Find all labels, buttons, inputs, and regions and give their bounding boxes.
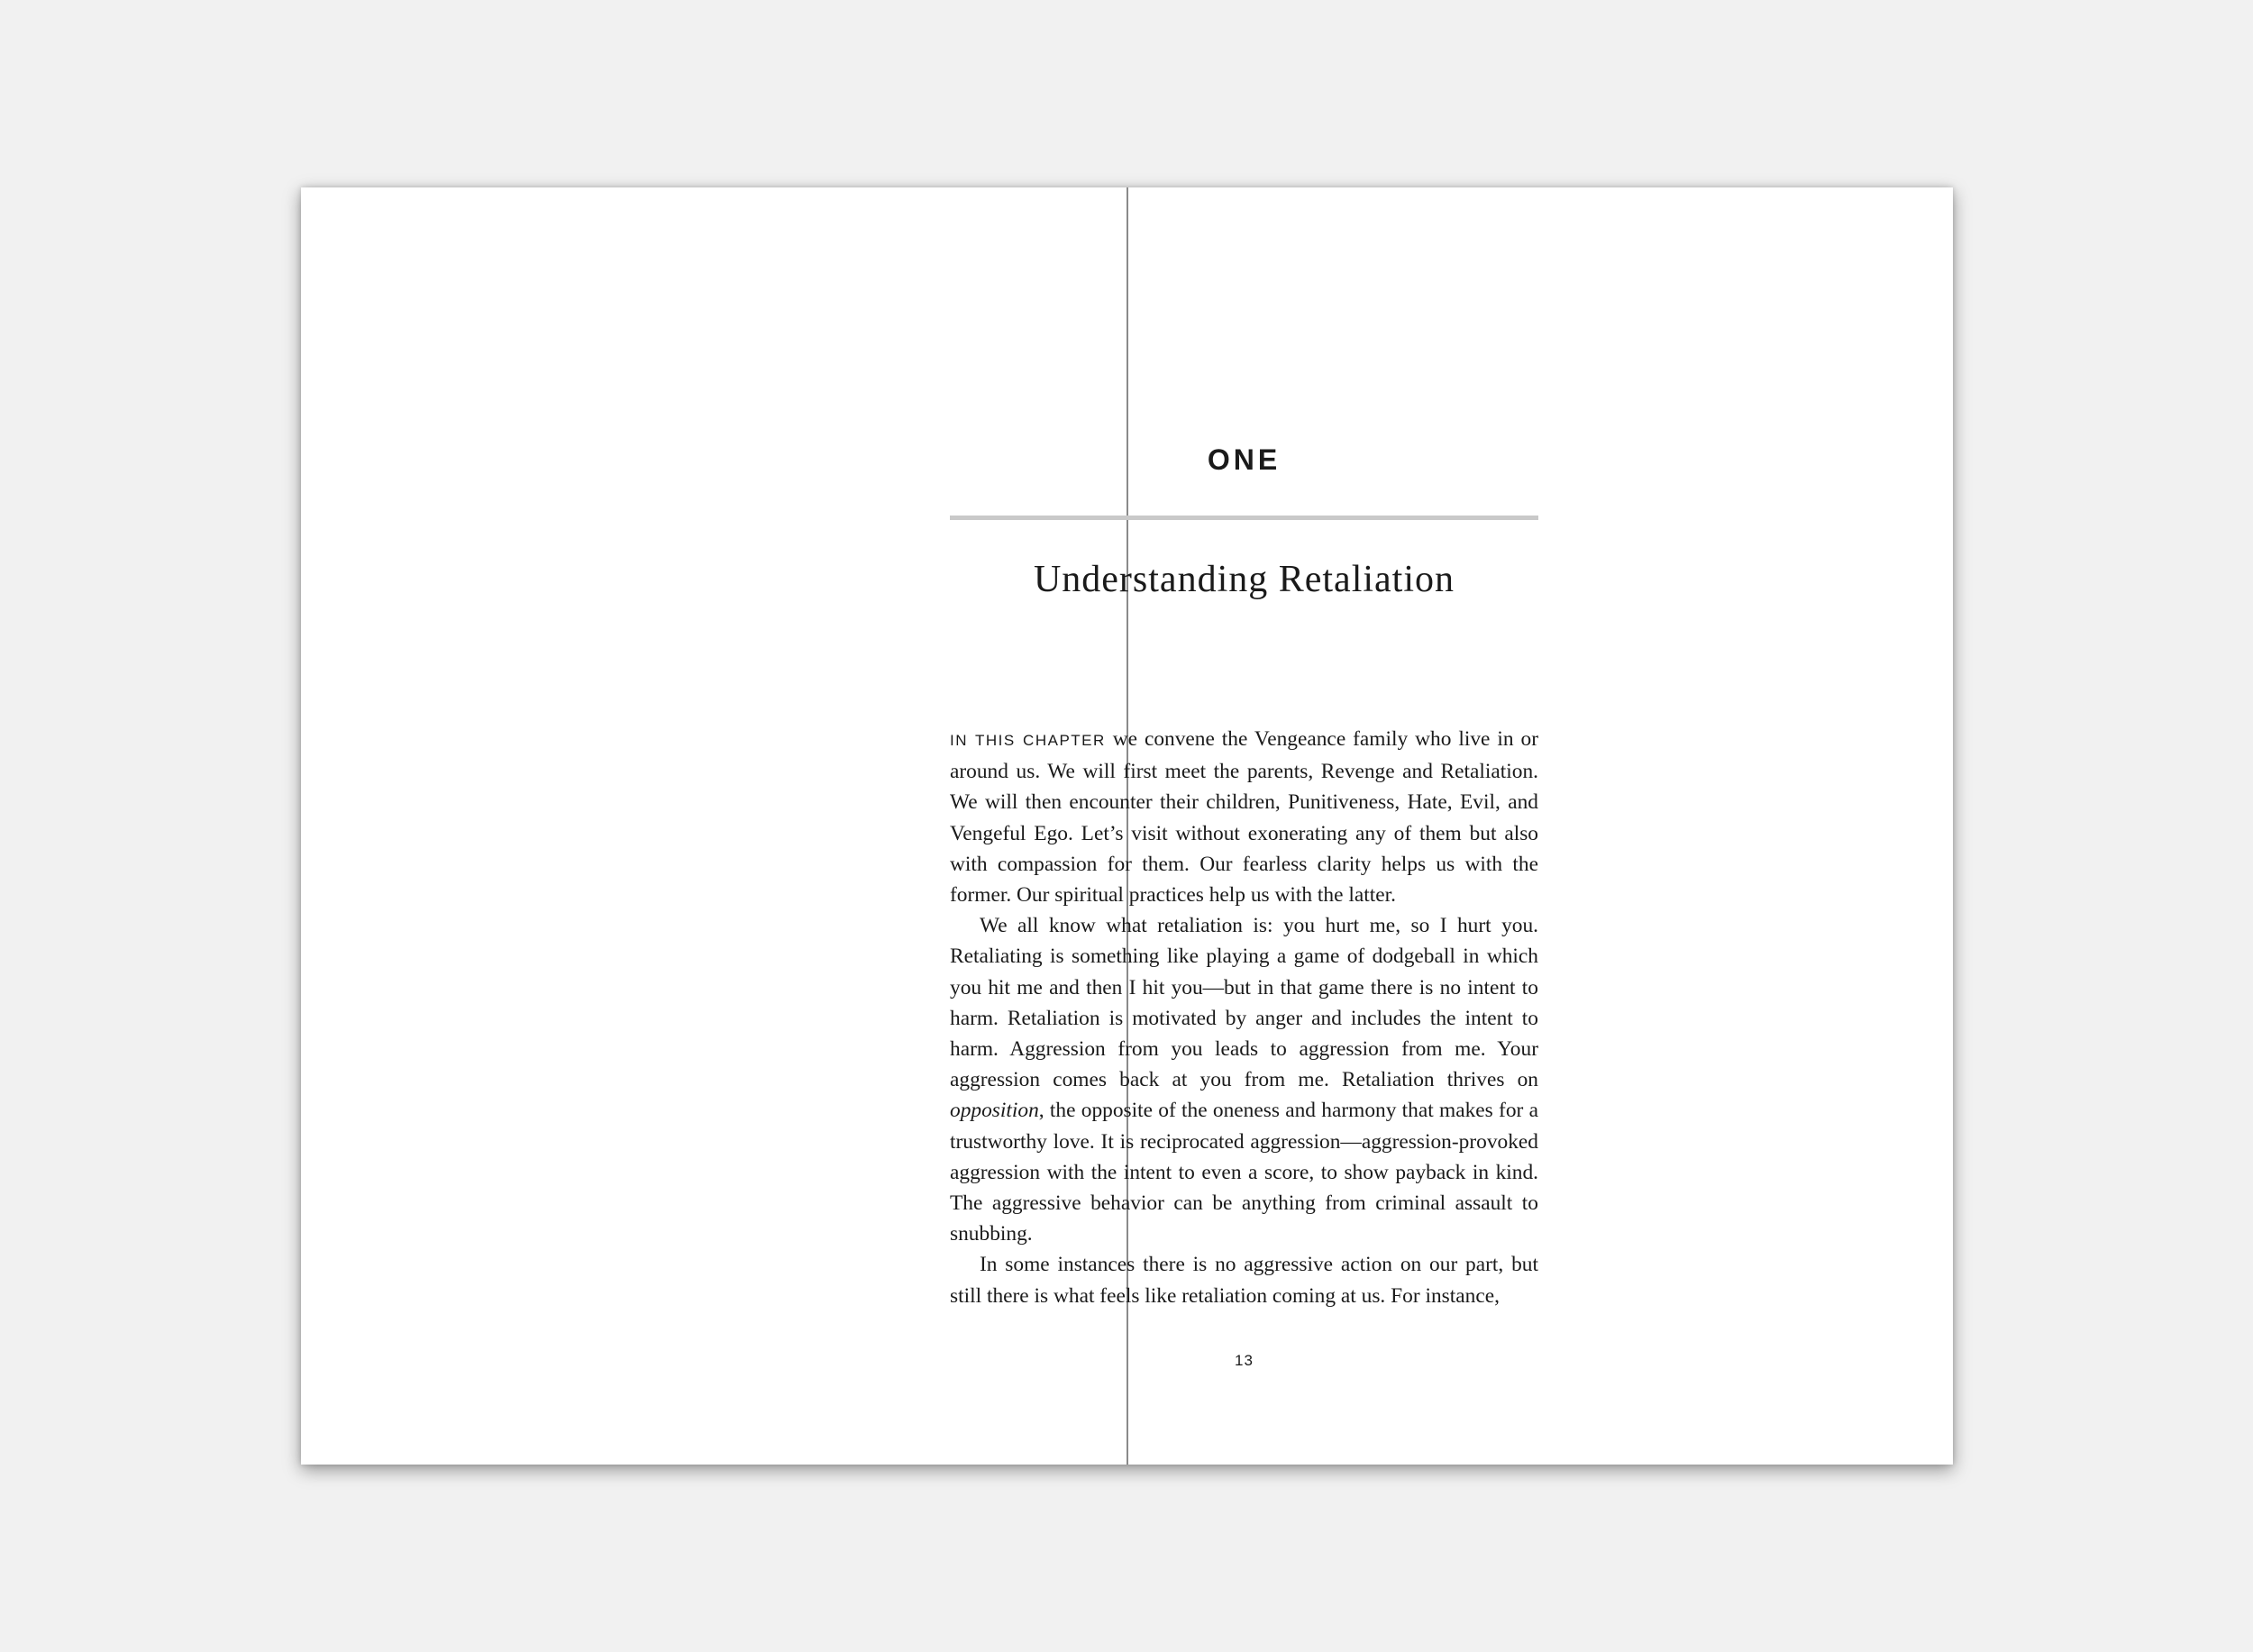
page-number: 13 (1235, 1352, 1254, 1369)
paragraph-2-text-end: , the opposite of the oneness and harmony that makes for a trustworthy love. It is reciprocated aggression—aggression-provoked aggression with the intent to even a score, to show payback in kind. The aggressive behavior can be anything from criminal assault to snubbing. (950, 1099, 1538, 1246)
paragraph-1 (950, 724, 1538, 910)
paragraph-lead-smallcaps: IN THIS CHAPTER (950, 732, 1106, 749)
paragraph-2-italic-word: opposition (950, 1099, 1039, 1123)
chapter-title: Understanding Retaliation (1033, 559, 1455, 600)
paragraph-3 (950, 1249, 1538, 1310)
chapter-divider-rule (950, 516, 1538, 520)
chapter-body-text (950, 724, 1538, 1311)
paragraph-3-text: In some instances there is no aggressive action on our part, but still there is what feels like retaliation coming at us. For instance, (950, 1253, 1538, 1308)
paragraph-2-text-start: We all know what retaliation is: you hurt me, so I hurt you. Retaliating is something like playing a game of dodgeball in which you hit me and then I hit you—but in that game there is no intent to harm. Retaliation is motivated by anger and includes the intent to harm. Aggression from you leads to aggression from me. Your aggression comes back at you from me. Retaliation thrives on (950, 914, 1538, 1092)
paragraph-2 (950, 910, 1538, 1249)
paragraph-1-text: we convene the Vengeance family who live in or around us. We will first meet the parents, Revenge and Retaliation. We will then encounter their children, Punitiveness, Hate, Evil, and Vengeful Ego. Let’s visit without exonerating any of them but also with compassion for them. Our fearless clarity helps us with the former. Our spiritual practices help us with the latter. (950, 727, 1538, 908)
chapter-number: ONE (1207, 443, 1282, 476)
